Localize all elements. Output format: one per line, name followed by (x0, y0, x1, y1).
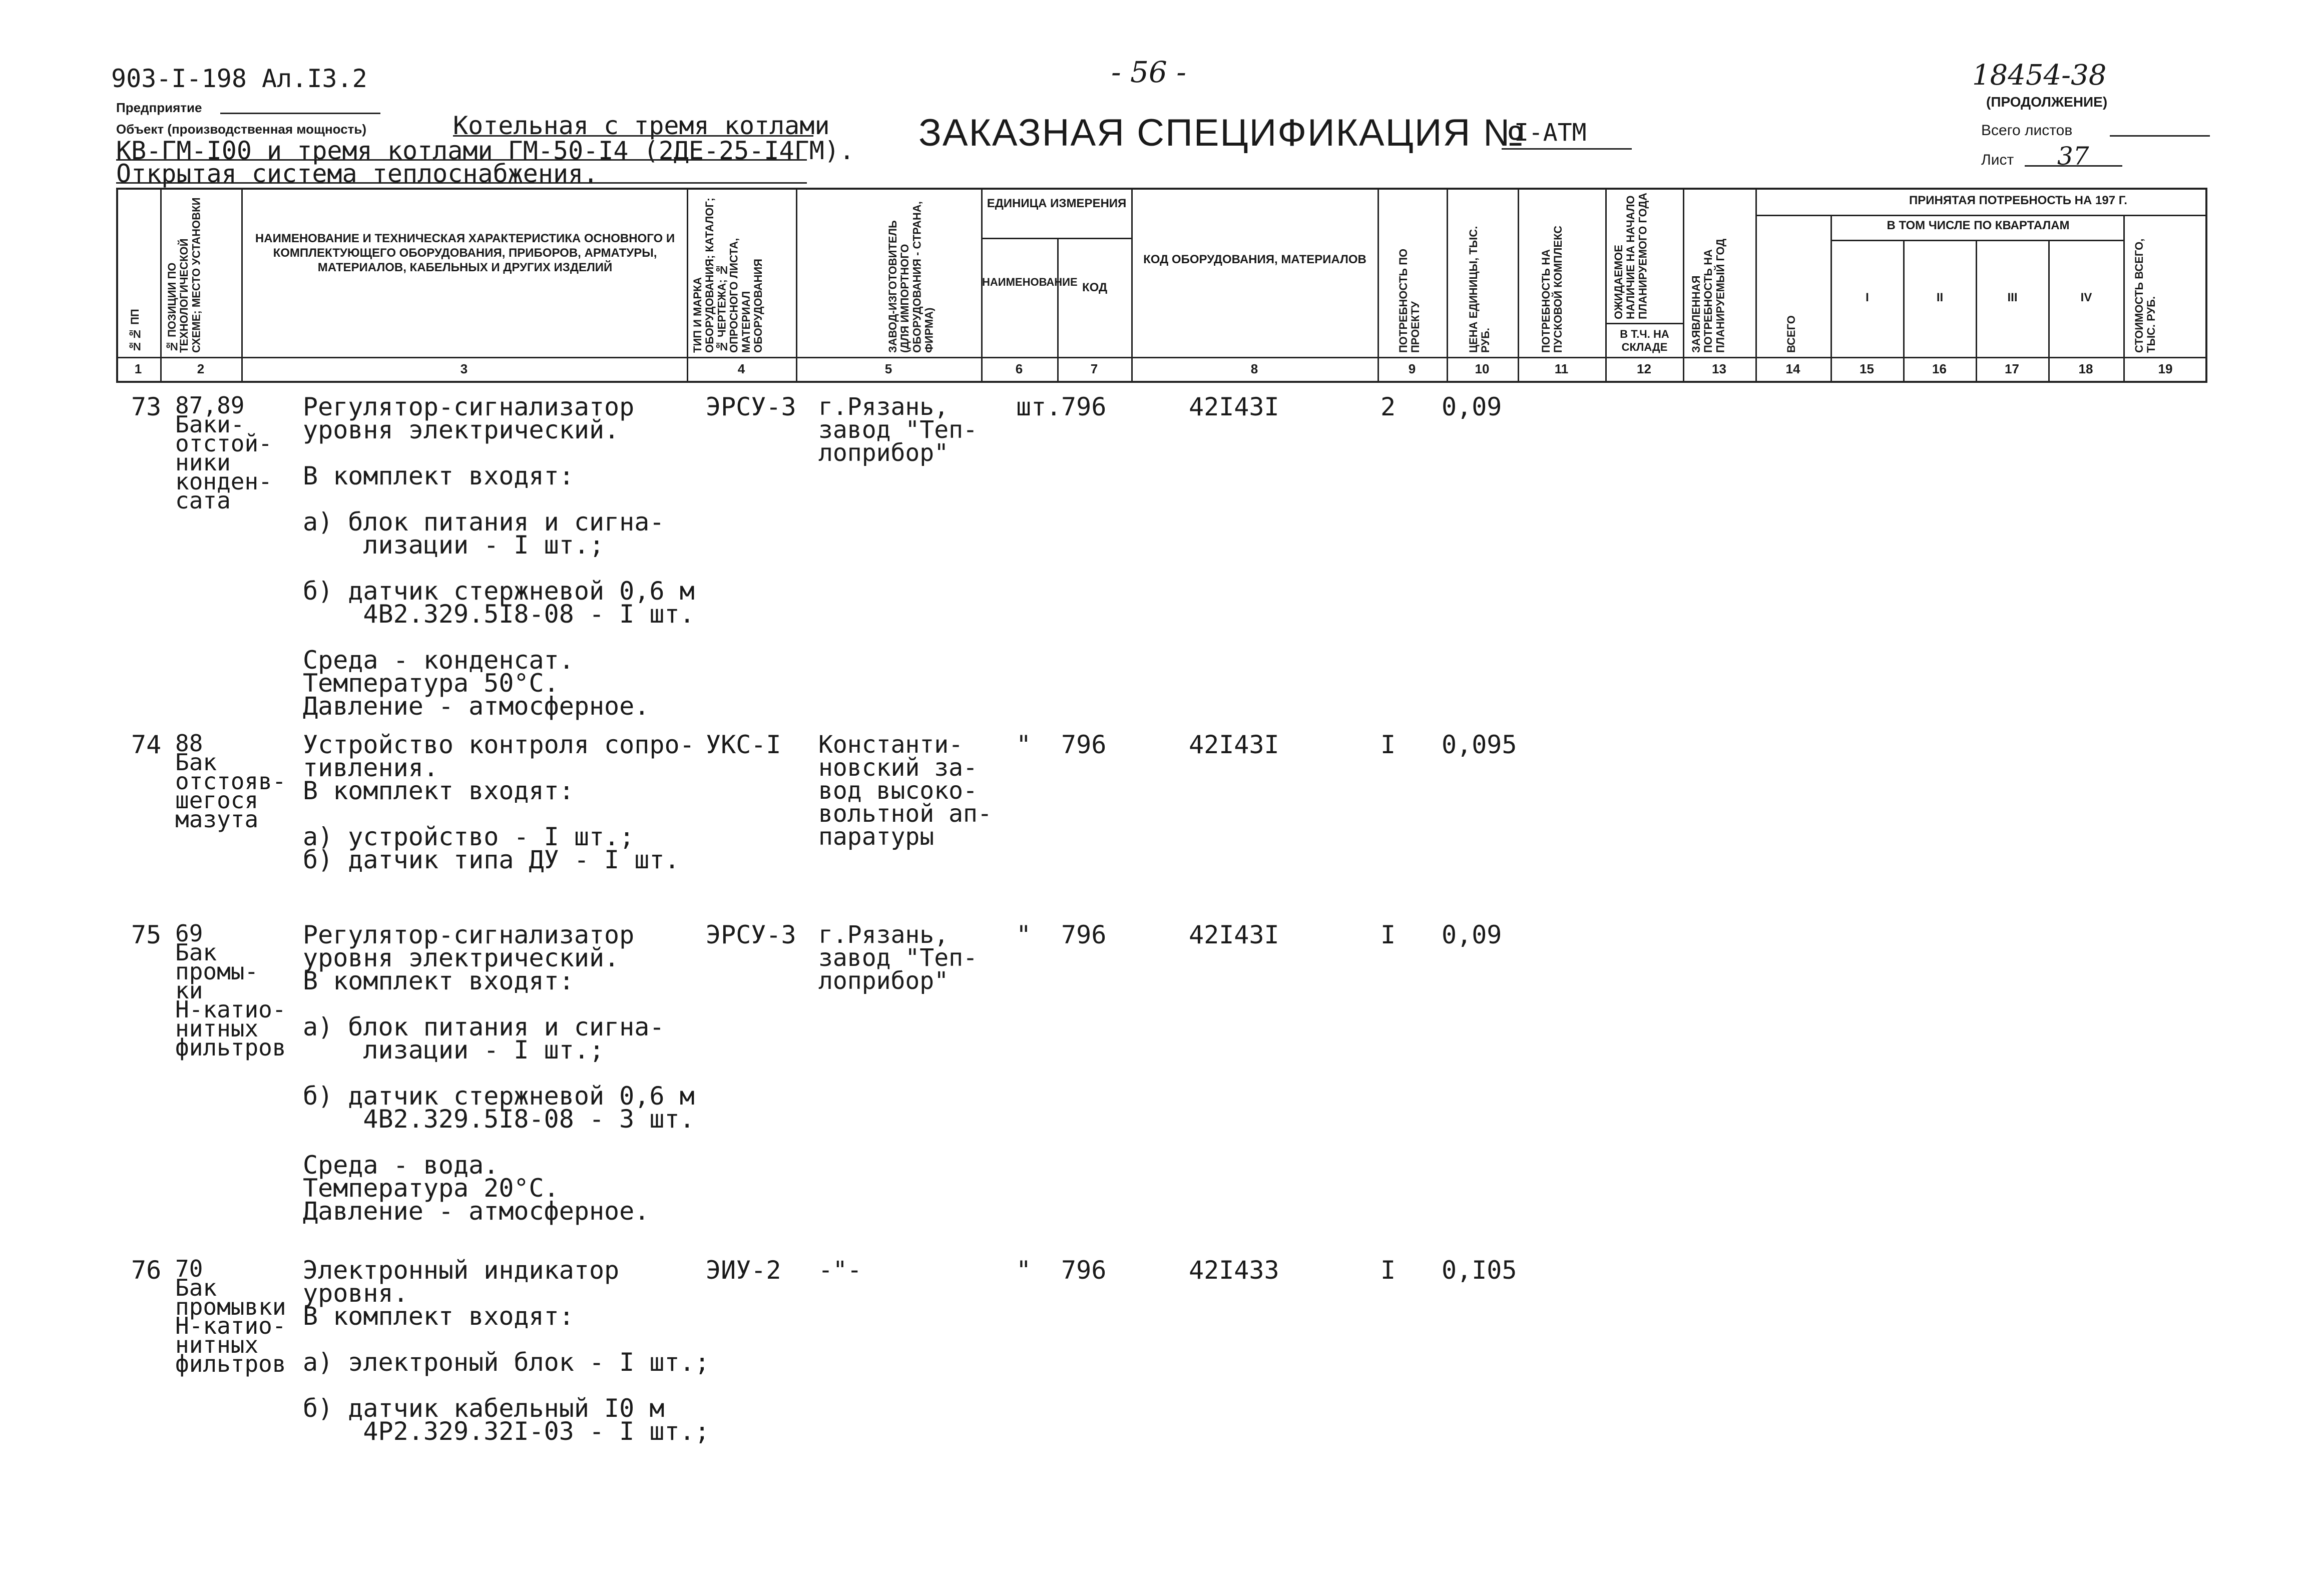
column-number: 17 (2005, 361, 2019, 376)
row-manufacturer: г.Рязань, (818, 921, 949, 949)
row-description: уровня электрический. (303, 943, 620, 972)
header-expected-stock: ОЖИДАЕМОЕ НАЛИЧИЕ НА НАЧАЛО ПЛАНИРУЕМОГО ГОДА (1612, 193, 1649, 319)
column-divider (796, 188, 797, 383)
column-divider (1447, 188, 1448, 383)
column-number: 6 (1015, 361, 1023, 376)
sheet-label: Лист (1981, 152, 2014, 168)
row-description: а) блок питания и сигна- (303, 507, 665, 537)
spec-number: I-АТМ (1514, 119, 1587, 147)
row-type: УКС-I (706, 730, 781, 759)
row-position: шегося (175, 787, 259, 814)
row-type: ЭРСУ-3 (706, 392, 796, 421)
total-sheets-label: Всего листов (1981, 122, 2073, 139)
header-q1: I (1866, 291, 1869, 304)
header-quarters-group: В ТОМ ЧИСЛЕ ПО КВАРТАЛАМ (1887, 219, 2070, 232)
row-description: Регулятор-сигнализатор (303, 392, 635, 421)
row-number: 75 (131, 920, 162, 949)
row-position: Бак (175, 749, 217, 776)
object-underline (453, 135, 813, 137)
column-divider (1683, 188, 1684, 383)
row-position: фильтров (175, 1350, 286, 1377)
row-divider (981, 238, 1131, 239)
row-position: фильтров (175, 1034, 286, 1061)
row-description: Среда - конденсат. (303, 646, 574, 675)
row-position: конден- (175, 468, 272, 495)
row-quantity: I (1380, 920, 1396, 949)
row-description: В комплект входят: (303, 966, 574, 995)
column-divider (687, 188, 688, 383)
sheet-number: 37 (2057, 142, 2089, 171)
header-position: № ПОЗИЦИИ ПО ТЕХНОЛОГИЧЕСКОЙ СХЕМЕ; МЕСТО УСТАНОВКИ (166, 197, 203, 353)
column-number: 4 (737, 361, 745, 376)
row-description: Давление - атмосферное. (303, 1197, 650, 1226)
column-number: 14 (1785, 361, 1800, 376)
row-unit-code: 796 (1061, 730, 1107, 759)
row-position: Баки- (175, 411, 245, 438)
spec-number-underline (1502, 148, 1632, 150)
header-unit-group: ЕДИНИЦА ИЗМЕРЕНИЯ (987, 197, 1127, 210)
document-code: 903-I-198 Ал.I3.2 (111, 64, 367, 93)
column-number: 10 (1475, 361, 1490, 376)
column-number: 7 (1090, 361, 1098, 376)
row-material-code: 42I43I (1189, 920, 1279, 949)
row-description: уровня. (303, 1279, 408, 1308)
header-project-need: ПОТРЕБНОСТЬ ПО ПРОЕКТУ (1397, 248, 1422, 353)
row-type: ЭРСУ-3 (706, 920, 796, 949)
row-material-code: 42I43I (1189, 730, 1279, 759)
spec-table-header (116, 188, 2207, 383)
enterprise-underline (220, 113, 380, 114)
row-unit-code: 796 (1061, 920, 1107, 949)
header-total: ВСЕГО (1785, 315, 1797, 353)
row-description: Среда - вода. (303, 1151, 499, 1180)
column-divider (160, 188, 162, 383)
row-unit: шт. (1016, 392, 1062, 421)
row-position: Н-катио- (175, 996, 286, 1023)
page-number: - 56 - (1111, 55, 1186, 89)
header-accepted-group: ПРИНЯТАЯ ПОТРЕБНОСТЬ НА 197 Г. (1909, 194, 2127, 207)
row-manufacturer: паратуры (818, 823, 935, 851)
row-description: лизации - I шт.; (303, 530, 605, 560)
header-material-code: КОД ОБОРУДОВАНИЯ, МАТЕРИАЛОВ (1143, 253, 1366, 266)
row-position: Бак (175, 939, 217, 966)
column-number: 1 (134, 361, 142, 376)
row-number: 74 (131, 730, 162, 759)
row-manufacturer: завод "Теп- (818, 416, 978, 444)
row-position: нитных (175, 1331, 259, 1358)
column-number: 9 (1408, 361, 1416, 376)
header-startup-need: ПОТРЕБНОСТЬ НА ПУСКОВОЙ КОМПЛЕКС (1540, 225, 1565, 353)
header-q2: II (1936, 291, 1944, 304)
row-position: нитных (175, 1015, 259, 1042)
row-description: б) датчик кабельный I0 м (303, 1394, 665, 1423)
row-divider (1830, 240, 2123, 241)
row-description: В комплект входят: (303, 1302, 574, 1331)
header-q3: III (2007, 291, 2018, 304)
row-description: тивления. (303, 753, 438, 782)
header-unit-name: НАИМЕНОВАНИЕ (982, 276, 1078, 288)
row-position: отстояв- (175, 768, 286, 795)
row-manufacturer: лоприбор" (818, 439, 949, 467)
row-position: Н-катио- (175, 1312, 286, 1339)
column-divider (1755, 188, 1757, 383)
row-unit-code: 796 (1061, 1256, 1107, 1285)
header-description: НАИМЕНОВАНИЕ И ТЕХНИЧЕСКАЯ ХАРАКТЕРИСТИКА ОСНОВНОГО И КОМПЛЕКТУЮЩЕГО ОБОРУДОВАНИЯ, ПРИБОРОВ, АРМАТУРЫ, МАТЕРИАЛОВ, КАБЕЛЬНЫХ И ДРУГИХ ИЗДЕЛИЙ (255, 232, 675, 274)
object-underline (116, 182, 807, 184)
row-description: 4В2.329.5I8-08 - I шт. (303, 600, 695, 629)
column-number: 16 (1932, 361, 1947, 376)
column-divider (1377, 188, 1379, 383)
column-number: 18 (2078, 361, 2093, 376)
row-description: б) датчик стержневой 0,6 м (303, 577, 695, 606)
row-unit: " (1016, 730, 1032, 759)
row-unit-price: 0,095 (1442, 730, 1517, 759)
header-frame (116, 188, 2207, 383)
column-number: 19 (2158, 361, 2173, 376)
column-number: 8 (1250, 361, 1258, 376)
row-unit: " (1016, 920, 1032, 949)
row-description: а) устройство - I шт.; (303, 822, 635, 851)
column-number: 12 (1637, 361, 1651, 376)
row-description: а) блок питания и сигна- (303, 1012, 665, 1041)
row-description: В комплект входят: (303, 776, 574, 805)
row-unit-code: 796 (1061, 392, 1107, 421)
row-manufacturer: вольтной ап- (818, 800, 992, 828)
row-unit-price: 0,09 (1442, 392, 1502, 421)
continuation-label: (ПРОДОЛЖЕНИЕ) (1986, 94, 2108, 110)
header-unit-code: КОД (1082, 281, 1108, 294)
reference-number: 18454-38 (1972, 59, 2107, 92)
row-manufacturer: новский за- (818, 754, 978, 782)
row-position: 69 (175, 920, 203, 947)
row-description: б) датчик стержневой 0,6 м (303, 1082, 695, 1111)
row-position: 87,89 (175, 392, 245, 419)
column-number: 11 (1554, 361, 1569, 376)
object-label: Объект (производственная мощность) (116, 122, 367, 137)
row-position: Бак (175, 1274, 217, 1301)
row-manufacturer: -"- (818, 1256, 862, 1284)
row-description: Давление - атмосферное. (303, 692, 650, 721)
row-material-code: 42I433 (1189, 1256, 1279, 1285)
header-total-cost: СТОИМОСТЬ ВСЕГО, ТЫС. РУБ. (2133, 238, 2158, 353)
row-quantity: I (1380, 730, 1396, 759)
column-number: 2 (197, 361, 205, 376)
row-unit-price: 0,I05 (1442, 1256, 1517, 1285)
row-description: б) датчик типа ДУ - I шт. (303, 845, 680, 874)
row-description: Температура 50°С. (303, 669, 559, 698)
row-material-code: 42I43I (1189, 392, 1279, 421)
row-unit: " (1016, 1256, 1032, 1285)
row-position: ники (175, 449, 231, 476)
row-description: Регулятор-сигнализатор (303, 920, 635, 949)
object-underline (116, 159, 807, 161)
header-unit-price: ЦЕНА ЕДИНИЦЫ, ТЫС. РУБ. (1467, 226, 1492, 353)
row-description: Устройство контроля сопро- (303, 730, 695, 759)
total-sheets-underline (2110, 135, 2210, 137)
row-divider (116, 357, 2207, 358)
row-position: сата (175, 487, 231, 514)
header-in-warehouse: В Т.Ч. НА СКЛАДЕ (1620, 328, 1669, 354)
row-quantity: I (1380, 1256, 1396, 1285)
row-description: а) электроный блок - I шт.; (303, 1348, 710, 1377)
row-description: В комплект входят: (303, 461, 574, 490)
row-quantity: 2 (1380, 392, 1396, 421)
row-description: Температура 20°С. (303, 1174, 559, 1203)
row-divider (1755, 215, 2207, 216)
row-manufacturer: вод высоко- (818, 777, 978, 805)
row-manufacturer: лоприбор" (818, 967, 949, 995)
column-number: 13 (1712, 361, 1726, 376)
column-number: 5 (884, 361, 892, 376)
column-divider (1131, 188, 1133, 383)
header-declared-need: ЗАЯВЛЕННАЯ ПОТРЕБНОСТЬ НА ПЛАНИРУЕМЫЙ ГОД (1690, 238, 1727, 353)
enterprise-label: Предприятие (116, 100, 202, 115)
row-manufacturer: завод "Теп- (818, 944, 978, 972)
row-number: 76 (131, 1256, 162, 1285)
header-manufacturer: ЗАВОД-ИЗГОТОВИТЕЛЬ (ДЛЯ ИМПОРТНОГО ОБОРУДОВАНИЯ - СТРАНА, ФИРМА) (886, 201, 936, 353)
row-type: ЭИУ-2 (706, 1256, 781, 1285)
row-position: 70 (175, 1255, 203, 1282)
row-description: уровня электрический. (303, 415, 620, 444)
row-position: 88 (175, 730, 203, 757)
row-number: 73 (131, 392, 162, 421)
column-divider (1518, 188, 1519, 383)
row-position: промывки (175, 1293, 286, 1320)
row-unit-price: 0,09 (1442, 920, 1502, 949)
row-description: 4В2.329.5I8-08 - 3 шт. (303, 1105, 695, 1134)
object-line-2: КВ-ГМ-I00 и тремя котлами ГМ-50-I4 (2ДЕ-25-I4ГМ). (116, 136, 855, 165)
page-title: ЗАКАЗНАЯ СПЕЦИФИКАЦИЯ № (918, 112, 1525, 154)
row-description: лизации - I шт.; (303, 1035, 605, 1065)
row-manufacturer: г.Рязань, (818, 393, 949, 421)
object-line-1: Котельная с тремя котлами (453, 111, 830, 140)
row-position: мазута (175, 806, 259, 833)
column-number: 3 (460, 361, 468, 376)
object-line-3: Открытая система теплоснабжения. (116, 159, 599, 188)
row-description: 4Р2.329.32I-03 - I шт.; (303, 1417, 710, 1446)
header-num: №№ ПП (129, 309, 141, 353)
row-description: Электронный индикатор (303, 1256, 620, 1285)
header-type: ТИП И МАРКА ОБОРУДОВАНИЯ; КАТАЛОГ; № ЧЕРТЕЖА; № ОПРОСНОГО ЛИСТА, МАТЕРИАЛ ОБОРУДОВАНИЯ (691, 198, 764, 353)
row-position: ки (175, 977, 203, 1004)
row-divider (1605, 323, 1683, 324)
row-position: отстой- (175, 430, 272, 457)
column-divider (241, 188, 243, 383)
header-q4: IV (2080, 291, 2092, 304)
row-manufacturer: Константи- (818, 731, 963, 759)
column-number: 15 (1860, 361, 1874, 376)
row-position: промы- (175, 958, 259, 985)
